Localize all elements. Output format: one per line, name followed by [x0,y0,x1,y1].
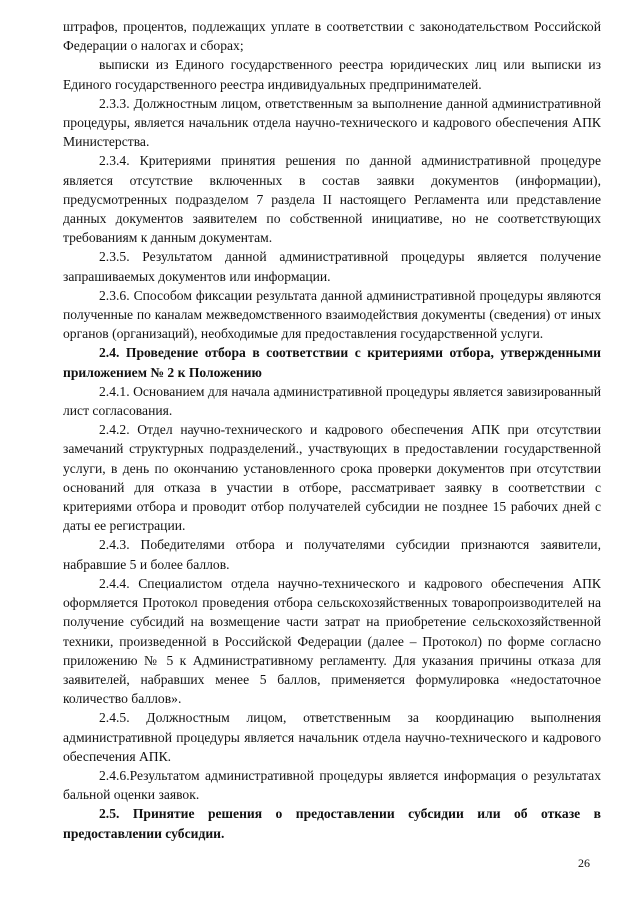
paragraph-2-4-2: 2.4.2. Отдел научно-технического и кадрового обеспечения АПК при отсутствии замечаний структурных подразделений., участвующих в предоставлении государственной услуги, в день по окончанию установленного срока проверки документов при отсутствии оснований для отказа в участии в отборе, рассматривает заявку в соответствии с критериями отбора и проводит отбор получателей субсидии не позднее 15 рабочих дней с даты ее регистрации. [63,422,601,534]
paragraph-2-3-6: 2.3.6. Способом фиксации результата данной административной процедуры являются полученные по каналам межведомственного взаимодействия документы (сведения) от иных органов (организаций), необходимые для предоставления государственной услуги. [63,287,601,342]
paragraph-2-4-5: 2.4.5. Должностным лицом, ответственным за координацию выполнения административной процедуры является начальник отдела научно-технического и кадрового обеспечения АПК. [63,710,601,764]
paragraph-2-4-6: 2.4.6.Результатом административной процедуры является информация о результатах бальной оценки заявок. [63,767,601,803]
paragraph-2-3-4: 2.3.4. Критериями принятия решения по данной административной процедуре является отсутствие включенных в состав заявки документов (информации), предусмотренных подразделом 7 раздела II настоящего Регламента или представление данных документов заявителем по собственной инициативе, но не соответствующих требованиям к данным документам. [63,153,601,246]
section-heading-2-4: 2.4. Проведение отбора в соответствии с критериями отбора, утвержденными приложением № 2 к Положению [63,345,601,380]
paragraph-2-4-4: 2.4.4. Специалистом отдела научно-технического и кадрового обеспечения АПК оформляется Протокол проведения отбора сельскохозяйственных товаропроизводителей на получение субсидий на возмещение части затрат на приобретение сельскохозяйственной техники, произведенной в Российской Федерации (далее – Протокол) по форме согласно приложению № 5 к Административному регламенту. Для указания причины отказа для заявителей, набравших менее 5 баллов, применяется формулировка «недостаточное количество баллов». [63,575,601,707]
paragraph-2-4-1: 2.4.1. Основанием для начала административной процедуры является завизированный лист согласования. [63,383,601,419]
section-heading-2-5: 2.5. Принятие решения о предоставлении субсидии или об отказе в предоставлении субсидии. [63,806,601,841]
paragraph-2-4-3: 2.4.3. Победителями отбора и получателями субсидии признаются заявители, набравшие 5 и более баллов. [63,537,601,572]
paragraph-2-3-5: 2.3.5. Результатом данной административной процедуры является получение запрашиваемых документов или информации. [63,249,601,284]
paragraph-egrul-extract: выписки из Единого государственного реестра юридических лиц или выписки из Единого государственного реестра индивидуальных предпринимателей. [63,57,601,92]
document-body [63,17,601,843]
page-number: 26 [578,856,590,870]
paragraph-2-3-3: 2.3.3. Должностным лицом, ответственным за выполнение данной административной процедуры, является начальник отдела научно-технического и кадрового обеспечения АПК Министерства. [63,95,601,150]
paragraph-continuation: штрафов, процентов, подлежащих уплате в соответствии с законодательством Российской Федерации о налогах и сборах; [63,19,601,54]
